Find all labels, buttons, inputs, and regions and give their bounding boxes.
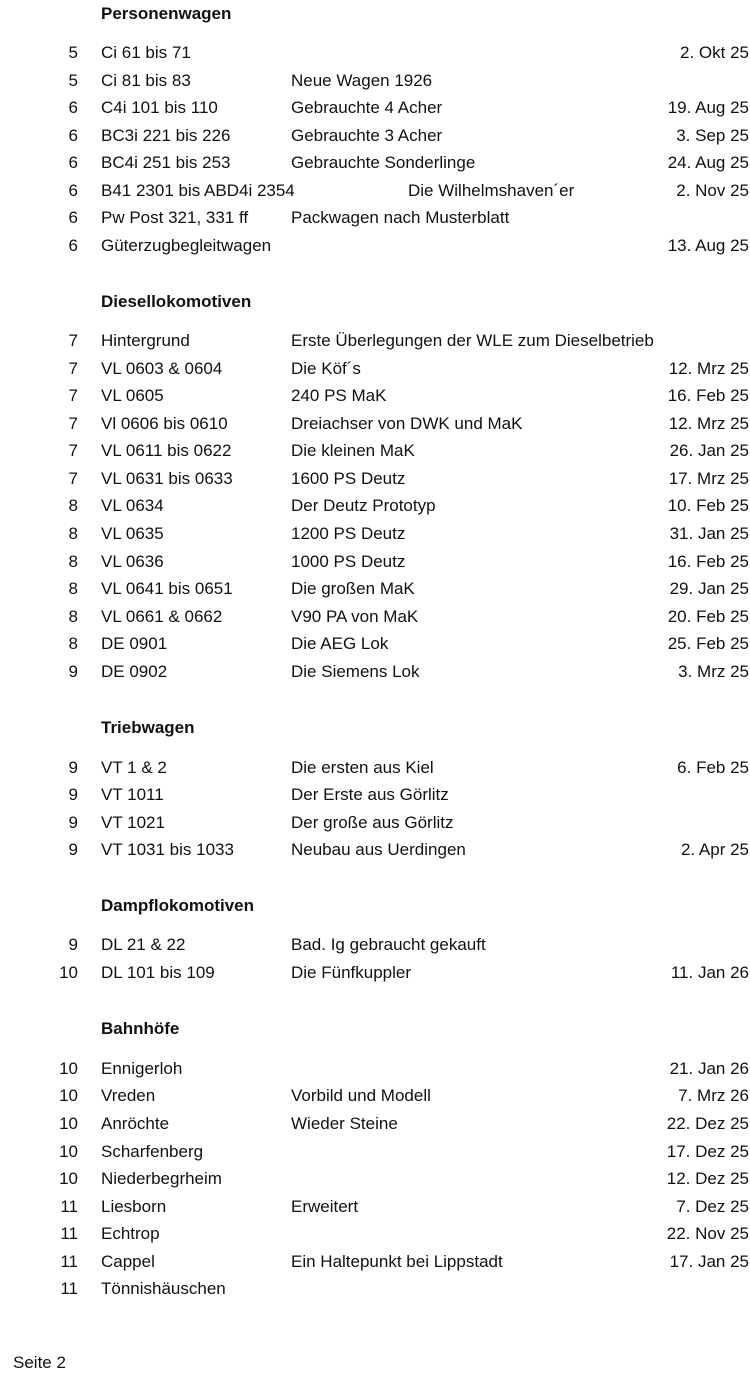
- entry-date: 11. Jan 26: [670, 963, 749, 982]
- page-number: 5: [68, 71, 78, 90]
- page-number: 10: [59, 1169, 78, 1188]
- entry-name: Hintergrund: [101, 331, 190, 350]
- page-number: 10: [59, 1086, 78, 1105]
- list-item: [0, 1140, 750, 1164]
- entry-name: Pw Post 321, 331 ff: [101, 208, 249, 227]
- list-item: [0, 69, 750, 93]
- entry-name: Ennigerloh: [101, 1059, 183, 1078]
- list-item: [0, 1250, 750, 1274]
- entry-description: Erweitert: [291, 1197, 359, 1216]
- entry-name: B41 2301 bis ABD4i 2354: [101, 181, 295, 200]
- entry-name: DE 0902: [101, 662, 168, 681]
- list-item: [0, 1167, 750, 1191]
- page-number: 7: [68, 441, 78, 460]
- entry-description: Gebrauchte 3 Acher: [291, 126, 443, 145]
- page-number: 8: [68, 634, 78, 653]
- entry-description: 1600 PS Deutz: [291, 469, 406, 488]
- entry-name: Niederbegrheim: [101, 1169, 222, 1188]
- entry-date: 17. Mrz 25: [668, 469, 749, 488]
- list-item: [0, 1222, 750, 1246]
- page-number: 8: [68, 607, 78, 626]
- entry-name: C4i 101 bis 110: [101, 98, 218, 117]
- entry-description: Die kleinen MaK: [291, 441, 415, 460]
- entry-description: 1200 PS Deutz: [291, 524, 406, 543]
- entry-date: 2. Okt 25: [680, 43, 749, 62]
- page-number: 5: [68, 43, 78, 62]
- entry-name: Tönnishäuschen: [101, 1279, 226, 1298]
- list-item: [0, 811, 750, 835]
- entry-name: VT 1031 bis 1033: [101, 840, 234, 859]
- entry-description: V90 PA von MaK: [291, 607, 419, 626]
- entry-description: Die Wilhelmshaven´er: [408, 181, 575, 200]
- entry-name: VL 0611 bis 0622: [101, 441, 232, 460]
- page-number: 7: [68, 386, 78, 405]
- entry-date: 13. Aug 25: [667, 236, 749, 255]
- list-item: [0, 1084, 750, 1108]
- list-item: [0, 357, 750, 381]
- entry-name: DL 101 bis 109: [101, 963, 215, 982]
- list-item: [0, 756, 750, 780]
- entry-date: 3. Sep 25: [676, 126, 749, 145]
- list-item: [0, 41, 750, 65]
- entry-name: Vl 0606 bis 0610: [101, 414, 228, 433]
- entry-date: 31. Jan 25: [669, 524, 749, 543]
- list-item: [0, 1195, 750, 1219]
- page-number: 8: [68, 524, 78, 543]
- list-item: [0, 384, 750, 408]
- entry-name: VL 0635: [101, 524, 164, 543]
- entry-name: VL 0661 & 0662: [101, 607, 223, 626]
- entry-name: BC4i 251 bis 253: [101, 153, 231, 172]
- entry-description: Die Köf´s: [291, 359, 361, 378]
- entry-description: Wieder Steine: [291, 1114, 398, 1133]
- list-item: [0, 206, 750, 230]
- list-item: [0, 329, 750, 353]
- entry-name: Cappel: [101, 1252, 155, 1271]
- page-number: 10: [59, 963, 78, 982]
- entry-description: Die AEG Lok: [291, 634, 389, 653]
- entry-date: 16. Feb 25: [667, 552, 749, 571]
- page-number: 9: [68, 758, 78, 777]
- entry-date: 19. Aug 25: [667, 98, 749, 117]
- entry-description: Erste Überlegungen der WLE zum Dieselbetrieb: [291, 331, 654, 350]
- list-item: [0, 632, 750, 656]
- entry-description: Der Erste aus Görlitz: [291, 785, 449, 804]
- entry-date: 21. Jan 26: [669, 1059, 749, 1078]
- entry-description: Dreiachser von DWK und MaK: [291, 414, 523, 433]
- page-number: 9: [68, 813, 78, 832]
- entry-date: 7. Dez 25: [676, 1197, 749, 1216]
- entry-name: Echtrop: [101, 1224, 160, 1243]
- page-number: 11: [60, 1279, 78, 1298]
- page-number: 9: [68, 840, 78, 859]
- list-item: [0, 1112, 750, 1136]
- page-number: 6: [68, 98, 78, 117]
- page-number: 8: [68, 579, 78, 598]
- list-item: [0, 179, 750, 203]
- entry-date: 26. Jan 25: [669, 441, 749, 460]
- entry-description: Die Fünfkuppler: [291, 963, 412, 982]
- list-item: [0, 1057, 750, 1081]
- page-number: 9: [68, 785, 78, 804]
- entry-description: Neubau aus Uerdingen: [291, 840, 466, 859]
- page-number: 11: [60, 1197, 78, 1216]
- page-number: 10: [59, 1114, 78, 1133]
- page-number: 6: [68, 126, 78, 145]
- list-item: [0, 605, 750, 629]
- entry-description: Packwagen nach Musterblatt: [291, 208, 510, 227]
- entry-name: VL 0641 bis 0651: [101, 579, 233, 598]
- entry-name: VL 0603 & 0604: [101, 359, 223, 378]
- entry-date: 22. Nov 25: [666, 1224, 749, 1243]
- entry-date: 2. Apr 25: [680, 840, 749, 859]
- page-number: 6: [68, 236, 78, 255]
- page-number: 6: [68, 153, 78, 172]
- page-number: 7: [68, 331, 78, 350]
- entry-description: Gebrauchte Sonderlinge: [291, 153, 476, 172]
- list-item: [0, 783, 750, 807]
- entry-date: 16. Feb 25: [667, 386, 749, 405]
- entry-name: VT 1011: [101, 785, 164, 804]
- entry-name: Ci 61 bis 71: [101, 43, 191, 62]
- section-title-diesellokomotiven: Diesellokomotiven: [101, 292, 252, 311]
- list-item: [0, 412, 750, 436]
- entry-date: 3. Mrz 25: [678, 662, 749, 681]
- entry-name: VL 0634: [101, 496, 164, 515]
- entry-date: 6. Feb 25: [677, 758, 749, 777]
- entry-name: Liesborn: [101, 1197, 167, 1216]
- entry-name: Anröchte: [101, 1114, 170, 1133]
- list-item: [0, 660, 750, 684]
- page-footer-label: Seite 2: [13, 1353, 66, 1372]
- entry-description: Die ersten aus Kiel: [291, 758, 434, 777]
- entry-name: DE 0901: [101, 634, 168, 653]
- list-item: [0, 234, 750, 258]
- entry-name: Scharfenberg: [101, 1142, 204, 1161]
- entry-date: 22. Dez 25: [666, 1114, 749, 1133]
- entry-date: 17. Dez 25: [666, 1142, 749, 1161]
- list-item: [0, 1277, 750, 1301]
- list-item: [0, 439, 750, 463]
- entry-description: Neue Wagen 1926: [291, 71, 433, 90]
- list-item: [0, 151, 750, 175]
- section-title-dampflokomotiven: Dampflokomotiven: [101, 896, 255, 915]
- entry-name: Vreden: [101, 1086, 156, 1105]
- entry-date: 12. Mrz 25: [668, 359, 749, 378]
- list-item: [0, 838, 750, 862]
- page-number: 6: [68, 181, 78, 200]
- page-number: 10: [59, 1142, 78, 1161]
- entry-name: BC3i 221 bis 226: [101, 126, 231, 145]
- entry-date: 12. Mrz 25: [668, 414, 749, 433]
- entry-date: 29. Jan 25: [669, 579, 749, 598]
- page-number: 11: [60, 1252, 78, 1271]
- page-number: 9: [68, 662, 78, 681]
- entry-description: Die großen MaK: [291, 579, 415, 598]
- list-item: [0, 577, 750, 601]
- page-number: 7: [68, 359, 78, 378]
- page-number: 8: [68, 552, 78, 571]
- entry-date: 2. Nov 25: [676, 181, 749, 200]
- entry-description: Gebrauchte 4 Acher: [291, 98, 443, 117]
- entry-date: 25. Feb 25: [667, 634, 749, 653]
- entry-description: Ein Haltepunkt bei Lippstadt: [291, 1252, 503, 1271]
- list-item: [0, 550, 750, 574]
- entry-name: DL 21 & 22: [101, 935, 186, 954]
- entry-description: Der Deutz Prototyp: [291, 496, 436, 515]
- entry-description: 240 PS MaK: [291, 386, 387, 405]
- entry-date: 17. Jan 25: [669, 1252, 749, 1271]
- entry-name: VT 1 & 2: [101, 758, 167, 777]
- entry-date: 20. Feb 25: [667, 607, 749, 626]
- entry-date: 10. Feb 25: [667, 496, 749, 515]
- entry-name: Ci 81 bis 83: [101, 71, 191, 90]
- list-item: [0, 124, 750, 148]
- entry-description: 1000 PS Deutz: [291, 552, 406, 571]
- list-item: [0, 96, 750, 120]
- entry-description: Der große aus Görlitz: [291, 813, 454, 832]
- entry-description: Vorbild und Modell: [291, 1086, 431, 1105]
- entry-name: VL 0636: [101, 552, 164, 571]
- page-number: 9: [68, 935, 78, 954]
- section-title-triebwagen: Triebwagen: [101, 718, 195, 737]
- entry-description: Die Siemens Lok: [291, 662, 420, 681]
- page-number: 10: [59, 1059, 78, 1078]
- list-item: [0, 467, 750, 491]
- page-number: 8: [68, 496, 78, 515]
- entry-date: 24. Aug 25: [667, 153, 749, 172]
- list-item: [0, 494, 750, 518]
- page-number: 7: [68, 414, 78, 433]
- entry-date: 7. Mrz 26: [678, 1086, 749, 1105]
- page-number: 7: [68, 469, 78, 488]
- page-number: 6: [68, 208, 78, 227]
- entry-name: VL 0605: [101, 386, 164, 405]
- section-title-personenwagen: Personenwagen: [101, 4, 232, 23]
- section-title-bahnhoefe: Bahnhöfe: [101, 1019, 180, 1038]
- page-number: 11: [60, 1224, 78, 1243]
- list-item: [0, 961, 750, 985]
- entry-name: VL 0631 bis 0633: [101, 469, 233, 488]
- entry-name: VT 1021: [101, 813, 165, 832]
- entry-name: Güterzugbegleitwagen: [101, 236, 272, 255]
- list-item: [0, 522, 750, 546]
- list-item: [0, 933, 750, 957]
- entry-date: 12. Dez 25: [666, 1169, 749, 1188]
- entry-description: Bad. Ig gebraucht gekauft: [291, 935, 486, 954]
